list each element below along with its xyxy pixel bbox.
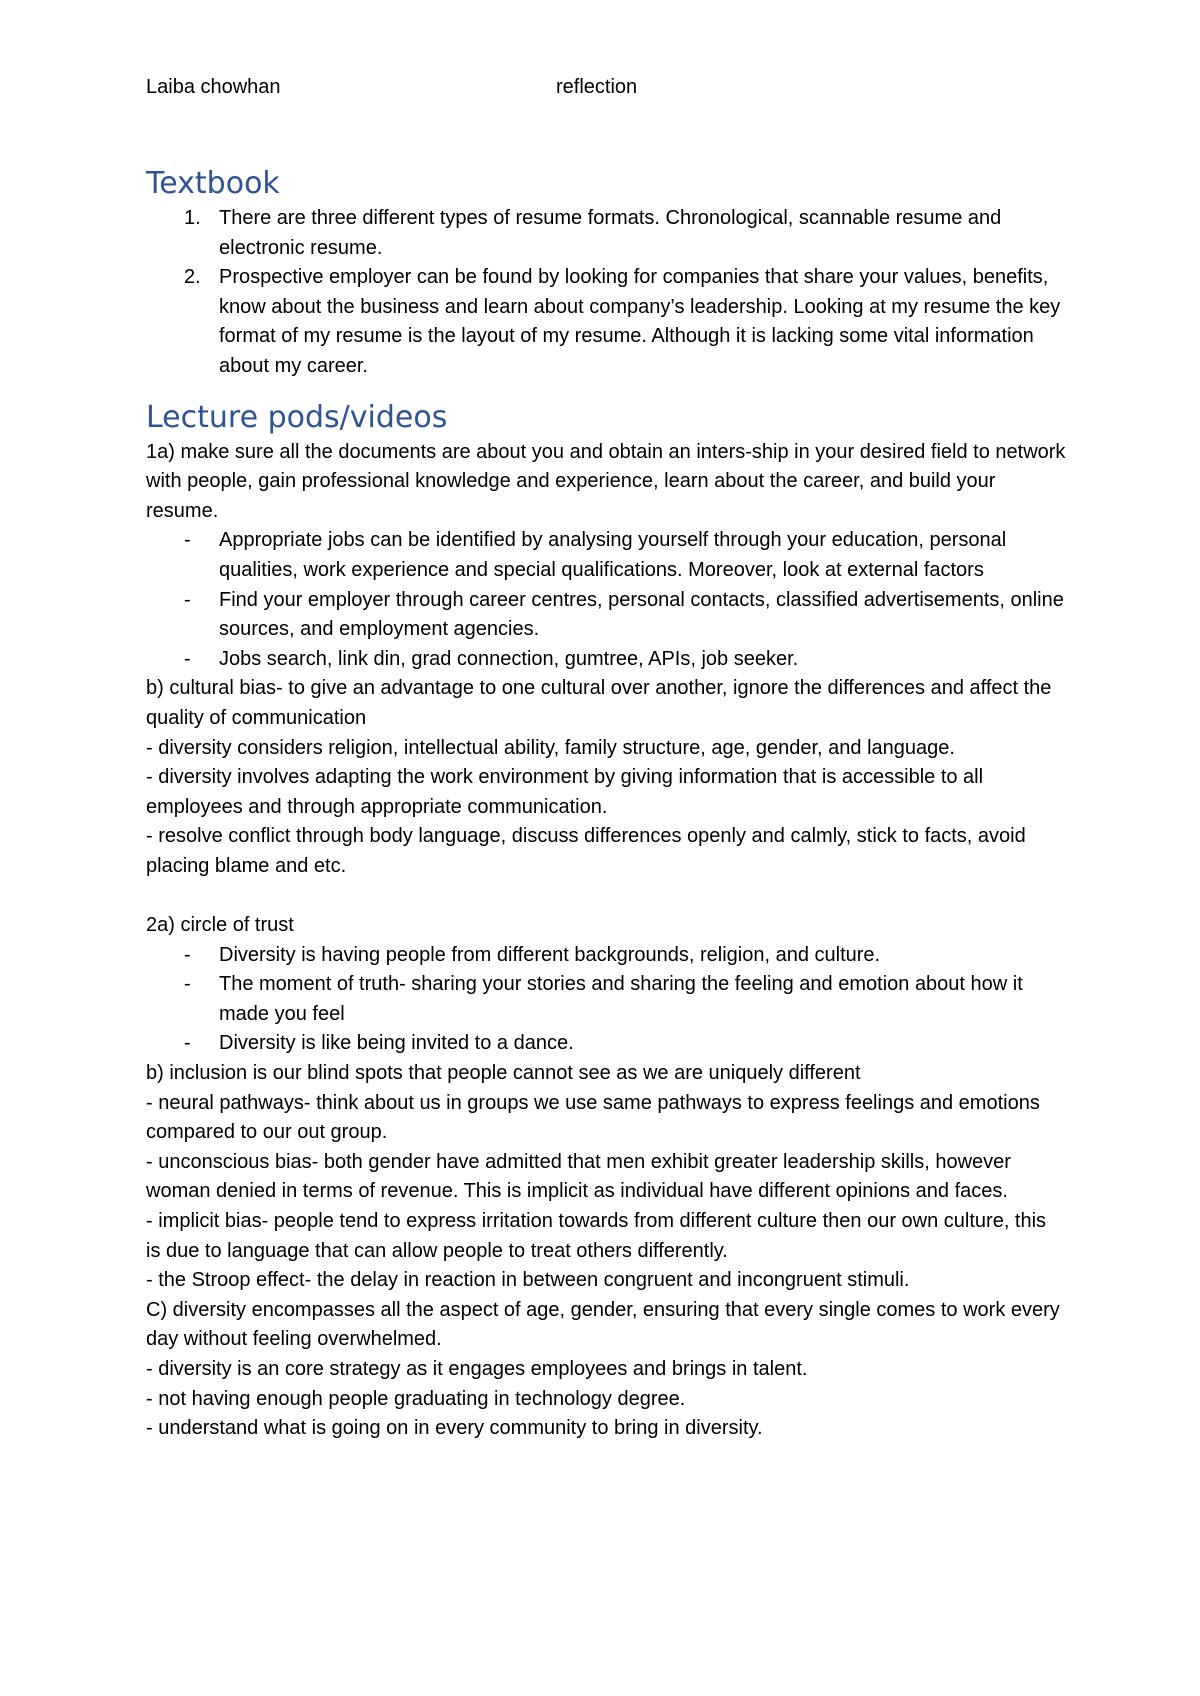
list-item-text: Appropriate jobs can be identified by analysing yourself through your education, personal qualities, work experience and special qualifications. Moreover, look at external factors [219,529,1007,581]
lecture-list-1 [146,526,1066,674]
list-item-text: Find your employer through career centres, personal contacts, classified advertisements, online sources, and employment agencies. [219,588,1064,641]
paragraph: - the Stroop effect- the delay in reaction in between congruent and incongruent stimuli. [146,1269,910,1292]
list-item-text: Prospective employer can be found by looking for companies that share your values, benefits, know about the business and learn about company’s leadership. Looking at my resume the key format of my resume is the layout of my resume. Although it is lacking some vital information about my career. [219,266,1061,377]
paragraph: - diversity involves adapting the work environment by giving information that is accessible to all employees and through appropriate communication. [146,766,984,818]
list-marker: - [184,973,191,996]
paragraph: - unconscious bias- both gender have admitted that men exhibit greater leadership skills, however woman denied in terms of revenue. This is implicit as individual have different opinions and faces. [146,1150,1011,1203]
page-header [146,74,1046,104]
list-item [146,586,1066,645]
paragraph: - diversity is an core strategy as it engages employees and brings in talent. [146,1357,808,1380]
author-name: Laiba chowhan [146,76,281,98]
paragraph: b) inclusion is our blind spots that people cannot see as we are uniquely different [146,1062,861,1085]
blank-line [146,881,1066,911]
paragraph: - resolve conflict through body language, discuss differences openly and calmly, stick to facts, avoid placing blame and etc. [146,825,1026,877]
list-marker: 1. [184,207,201,229]
lecture-heading: Lecture pods/videos [146,399,448,435]
list-item [146,526,1066,585]
paragraph: - neural pathways- think about us in groups we use same pathways to express feelings and emotions compared to our out group. [146,1091,1040,1144]
paragraph: C) diversity encompasses all the aspect of age, gender, ensuring that every single comes to work every day without feeling overwhelmed. [146,1298,1060,1351]
paragraph: 2a) circle of trust [146,914,294,937]
list-marker: 2. [184,266,201,289]
paragraph: - diversity considers religion, intellectual ability, family structure, age, gender, and language. [146,736,955,759]
paragraph: - understand what is going on in every community to bring in diversity. [146,1417,763,1440]
list-item [146,1029,1066,1059]
list-item [146,970,1066,1029]
paragraph: 1a) make sure all the documents are about you and obtain an inters-ship in your desired field to network with people, gain professional knowledge and experience, learn about the career, and build your resume. [146,440,1066,522]
list-item-text: The moment of truth- sharing your stories and sharing the feeling and emotion about how it made you feel [219,973,1023,1025]
list-item [146,941,1066,971]
list-item-text: Jobs search, link din, grad connection, gumtree, APIs, job seeker. [219,647,799,670]
paragraph: - not having enough people graduating in technology degree. [146,1387,686,1410]
document-body [146,166,1066,1444]
list-item-text: There are three different types of resume formats. Chronological, scannable resume and electronic resume. [219,207,1002,259]
list-item-text: Diversity is having people from different backgrounds, religion, and culture. [219,943,881,966]
paragraph: - implicit bias- people tend to express irritation towards from different culture then our own culture, this is due to language that can allow people to treat others differently. [146,1210,1047,1262]
textbook-list [146,204,1066,382]
list-marker: - [184,588,191,611]
lecture-list-2 [146,941,1066,1059]
paragraph: b) cultural bias- to give an advantage to one cultural over another, ignore the differences and affect the quality of communication [146,677,1052,729]
list-marker: - [184,1032,191,1055]
list-marker: - [184,943,191,966]
list-item [146,645,1066,675]
list-item [146,204,1066,263]
textbook-heading: Textbook [146,166,280,201]
document-title: reflection [556,76,638,98]
list-item-text: Diversity is like being invited to a dance. [219,1032,574,1055]
list-marker: - [184,647,191,670]
list-item [146,263,1066,381]
list-marker: - [184,529,191,552]
